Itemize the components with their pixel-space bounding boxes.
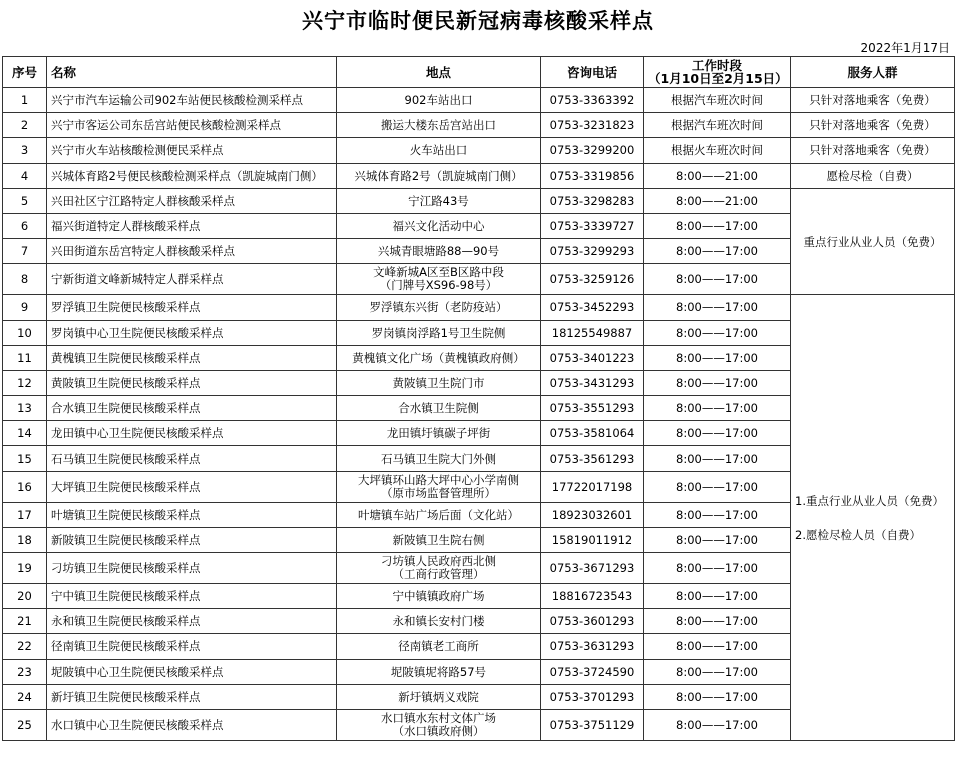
row-hours: 根据汽车班次时间 [644,88,791,113]
row-hours: 8:00——17:00 [644,471,791,502]
header-no: 序号 [3,57,47,88]
row-name: 兴田街道东岳宫特定人群核酸采样点 [47,239,337,264]
row-service: 只针对落地乘客（免费） [791,88,955,113]
row-phone: 18816723543 [541,584,644,609]
row-hours: 8:00——17:00 [644,659,791,684]
row-name: 新陂镇卫生院便民核酸采样点 [47,527,337,552]
service-group-key-industry: 重点行业从业人员（免费） [791,188,955,295]
row-location-line1: 文峰新城A区至B区路中段 [373,265,504,280]
row-location: 福兴文化活动中心 [337,213,541,238]
row-no: 10 [3,320,47,345]
header-hours [644,57,791,88]
row-no: 17 [3,502,47,527]
report-date: 2022年1月17日 [860,41,950,55]
row-phone: 0753-3319856 [541,163,644,188]
row-service: 只针对落地乘客（免费） [791,138,955,163]
row-location-line2: （门牌号XS96-98号） [379,278,498,293]
row-location [337,471,541,502]
page-title: 兴宁市临时便民新冠病毒核酸采样点 [302,9,654,33]
row-phone: 0753-3401223 [541,345,644,370]
row-hours: 8:00——17:00 [644,295,791,320]
row-phone: 0753-3551293 [541,396,644,421]
row-name: 宁中镇卫生院便民核酸采样点 [47,584,337,609]
service-group-line2: 2.愿检尽检人员（自费） [795,527,921,542]
sampling-points-table [2,56,955,741]
row-location: 新圩镇炳义戏院 [337,684,541,709]
row-name: 宁新街道文峰新城特定人群采样点 [47,264,337,295]
row-phone: 15819011912 [541,527,644,552]
row-phone: 18923032601 [541,502,644,527]
row-no: 4 [3,163,47,188]
row-phone: 0753-3671293 [541,553,644,584]
row-no: 12 [3,370,47,395]
table-row [3,113,955,138]
row-no: 7 [3,239,47,264]
row-hours: 8:00——17:00 [644,502,791,527]
row-no: 23 [3,659,47,684]
row-name: 兴城体育路2号便民核酸检测采样点（凯旋城南门侧） [47,163,337,188]
header-service: 服务人群 [791,57,955,88]
row-no: 11 [3,345,47,370]
row-service: 只针对落地乘客（免费） [791,113,955,138]
row-location: 兴城体育路2号（凯旋城南门侧） [337,163,541,188]
row-no: 9 [3,295,47,320]
row-no: 21 [3,609,47,634]
row-no: 22 [3,634,47,659]
row-location: 罗浮镇东兴街（老防疫站） [337,295,541,320]
table-row [3,138,955,163]
header-name: 名称 [47,57,337,88]
service-group-towns [791,295,955,741]
row-no: 15 [3,446,47,471]
row-name: 罗浮镇卫生院便民核酸采样点 [47,295,337,320]
row-location-line2: （水口镇政府侧） [392,723,485,738]
row-phone: 0753-3298283 [541,188,644,213]
row-location [337,553,541,584]
service-group-spacer [795,511,950,525]
row-hours: 8:00——17:00 [644,684,791,709]
row-location: 合水镇卫生院侧 [337,396,541,421]
row-name: 坭陂镇中心卫生院便民核酸采样点 [47,659,337,684]
row-name: 兴宁市火车站核酸检测便民采样点 [47,138,337,163]
table-body [3,88,955,741]
row-phone: 0753-3561293 [541,446,644,471]
row-hours: 8:00——17:00 [644,213,791,238]
row-hours: 8:00——17:00 [644,584,791,609]
row-name: 龙田镇中心卫生院便民核酸采样点 [47,421,337,446]
row-name: 黄槐镇卫生院便民核酸采样点 [47,345,337,370]
row-hours: 8:00——17:00 [644,396,791,421]
row-phone: 0753-3259126 [541,264,644,295]
row-name: 叶塘镇卫生院便民核酸采样点 [47,502,337,527]
row-name: 兴宁市汽车运输公司902车站便民核酸检测采样点 [47,88,337,113]
row-phone: 0753-3631293 [541,634,644,659]
header-hours-line1: 工作时段 [691,58,742,73]
row-location-line1: 水口镇水东村文体广场 [381,710,496,725]
row-hours: 8:00——17:00 [644,527,791,552]
row-name: 黄陂镇卫生院便民核酸采样点 [47,370,337,395]
row-name: 大坪镇卫生院便民核酸采样点 [47,471,337,502]
row-no: 6 [3,213,47,238]
row-no: 25 [3,709,47,740]
row-location: 黄槐镇文化广场（黄槐镇政府侧） [337,345,541,370]
row-hours: 根据汽车班次时间 [644,113,791,138]
row-name: 罗岗镇中心卫生院便民核酸采样点 [47,320,337,345]
row-phone: 0753-3581064 [541,421,644,446]
row-no: 20 [3,584,47,609]
row-location: 火车站出口 [337,138,541,163]
row-phone: 0753-3431293 [541,370,644,395]
row-hours: 8:00——17:00 [644,609,791,634]
row-hours: 8:00——17:00 [644,446,791,471]
row-name: 合水镇卫生院便民核酸采样点 [47,396,337,421]
row-phone: 0753-3724590 [541,659,644,684]
row-name: 石马镇卫生院便民核酸采样点 [47,446,337,471]
row-no: 19 [3,553,47,584]
row-no: 18 [3,527,47,552]
row-location-line2: （原市场监督管理所） [381,485,496,500]
row-location: 罗岗镇岗浮路1号卫生院侧 [337,320,541,345]
row-hours: 8:00——17:00 [644,345,791,370]
row-name: 径南镇卫生院便民核酸采样点 [47,634,337,659]
row-phone: 0753-3231823 [541,113,644,138]
row-location: 搬运大楼东岳宫站出口 [337,113,541,138]
row-hours: 根据火车班次时间 [644,138,791,163]
table-header-row [3,57,955,88]
row-phone: 0753-3339727 [541,213,644,238]
row-location-line1: 刁坊镇人民政府西北侧 [381,554,496,568]
table-row [3,163,955,188]
row-hours: 8:00——21:00 [644,163,791,188]
row-phone: 18125549887 [541,320,644,345]
header-phone: 咨询电话 [541,57,644,88]
row-hours: 8:00——17:00 [644,553,791,584]
row-no: 2 [3,113,47,138]
row-location: 宁中镇镇政府广场 [337,584,541,609]
row-name: 新圩镇卫生院便民核酸采样点 [47,684,337,709]
row-name: 水口镇中心卫生院便民核酸采样点 [47,709,337,740]
row-no: 14 [3,421,47,446]
row-location: 黄陂镇卫生院门市 [337,370,541,395]
row-location: 902车站出口 [337,88,541,113]
row-hours: 8:00——17:00 [644,264,791,295]
row-phone: 0753-3452293 [541,295,644,320]
row-phone: 0753-3363392 [541,88,644,113]
row-service: 愿检尽检（自费） [791,163,955,188]
row-location [337,264,541,295]
header-hours-line2: （1月10日至2月15日） [648,71,788,86]
row-no: 13 [3,396,47,421]
row-location [337,709,541,740]
row-phone: 0753-3751129 [541,709,644,740]
row-no: 16 [3,471,47,502]
row-hours: 8:00——17:00 [644,239,791,264]
table-row [3,88,955,113]
row-hours: 8:00——21:00 [644,188,791,213]
row-name: 兴田社区宁江路特定人群核酸采样点 [47,188,337,213]
row-location: 宁江路43号 [337,188,541,213]
row-location-line2: （工商行政管理） [392,567,485,581]
row-phone: 0753-3701293 [541,684,644,709]
row-hours: 8:00——17:00 [644,320,791,345]
row-name: 兴宁市客运公司东岳宫站便民核酸检测采样点 [47,113,337,138]
row-no: 8 [3,264,47,295]
row-location-line1: 大坪镇环山路大坪中心小学南侧 [358,472,519,487]
row-no: 1 [3,88,47,113]
service-group-line1: 1.重点行业从业人员（免费） [795,493,944,508]
row-name: 刁坊镇卫生院便民核酸采样点 [47,553,337,584]
row-phone: 0753-3299293 [541,239,644,264]
table-row [3,188,955,213]
row-name: 永和镇卫生院便民核酸采样点 [47,609,337,634]
row-phone: 0753-3601293 [541,609,644,634]
row-location: 石马镇卫生院大门外侧 [337,446,541,471]
row-location: 坭陂镇坭将路57号 [337,659,541,684]
row-no: 24 [3,684,47,709]
row-hours: 8:00——17:00 [644,634,791,659]
row-name: 福兴街道特定人群核酸采样点 [47,213,337,238]
table-row [3,295,955,320]
row-location: 龙田镇圩镇碳子坪街 [337,421,541,446]
row-location: 兴城青眼塘路88—90号 [337,239,541,264]
row-hours: 8:00——17:00 [644,370,791,395]
row-phone: 17722017198 [541,471,644,502]
row-hours: 8:00——17:00 [644,709,791,740]
row-location: 新陂镇卫生院右侧 [337,527,541,552]
row-location: 叶塘镇车站广场后面（文化站） [337,502,541,527]
header-location: 地点 [337,57,541,88]
row-phone: 0753-3299200 [541,138,644,163]
row-location: 径南镇老工商所 [337,634,541,659]
row-no: 5 [3,188,47,213]
row-no: 3 [3,138,47,163]
row-location: 永和镇长安村门楼 [337,609,541,634]
row-hours: 8:00——17:00 [644,421,791,446]
